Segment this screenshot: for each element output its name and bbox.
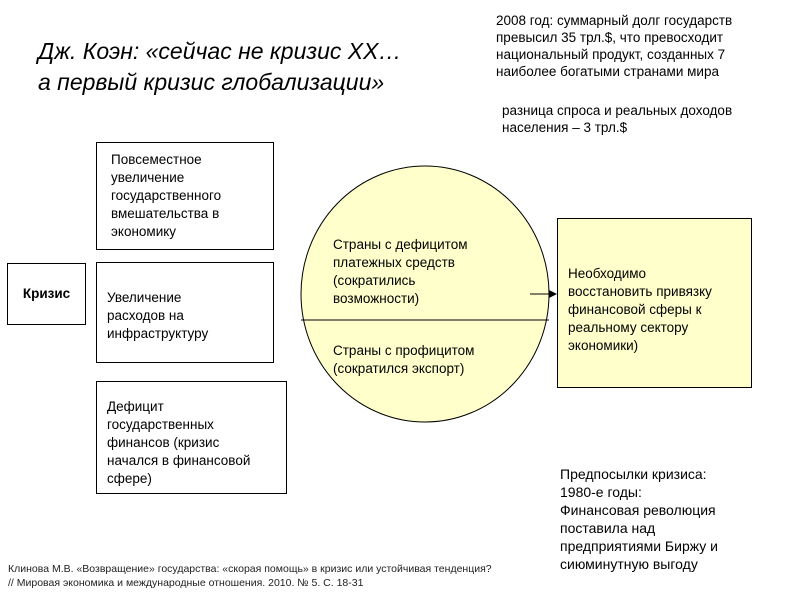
crisis-box xyxy=(7,263,86,325)
box-line: вмешательства в xyxy=(111,206,220,221)
box-line: государственного xyxy=(111,188,222,203)
footer-citation xyxy=(8,562,548,590)
circle-line: Страны с профицитом xyxy=(333,343,475,358)
prerequisites-line: предприятиями Биржу и xyxy=(560,538,718,554)
box-line: реальному сектору xyxy=(568,320,689,335)
box-line: государственных xyxy=(107,417,214,432)
prerequisites-line: поставила над xyxy=(560,520,656,536)
prerequisites-line: сиюминутную выгоду xyxy=(560,556,698,572)
circle-bottom-text xyxy=(333,342,533,378)
box-line: Дефицит xyxy=(107,399,164,414)
footer-line: Клинова М.В. «Возвращение» государства: «скорая помощь» в кризис или устойчивая тенденция? xyxy=(8,563,492,575)
debt-note-line: наиболее богатыми странами мира xyxy=(496,64,719,79)
prerequisites-line: 1980-е годы: xyxy=(560,484,642,500)
title-line-2: а первый кризис глобализации» xyxy=(38,69,385,95)
title-line-1: Дж. Коэн: «сейчас не кризис XX… xyxy=(38,38,402,64)
box-line: Необходимо xyxy=(568,266,647,281)
circle-line: (сократились xyxy=(333,273,416,288)
debt-note-line: национальный продукт, созданных 7 xyxy=(496,47,726,62)
box-line: сфере) xyxy=(107,471,152,486)
footer-line: // Мировая экономика и международные отношения. 2010. № 5. С. 18-31 xyxy=(8,577,364,589)
circle-line: платежных средств xyxy=(333,255,455,270)
circle-line: возможности) xyxy=(333,291,420,306)
box-line: Увеличение xyxy=(107,290,182,305)
box-line: экономики) xyxy=(568,338,639,353)
prerequisites-line: Предпосылки кризиса: xyxy=(560,466,707,482)
box-line: восстановить привязку xyxy=(568,284,712,299)
circle-line: Страны с дефицитом xyxy=(333,237,468,252)
crisis-label: Кризис xyxy=(22,286,71,301)
prerequisites-line: Финансовая революция xyxy=(560,502,716,518)
box-line: инфраструктуру xyxy=(107,326,209,341)
left-box-infrastructure xyxy=(96,262,274,363)
box-line: расходов на xyxy=(107,308,184,323)
box-line: финансовой сферы к xyxy=(568,302,702,317)
prerequisites-note xyxy=(560,465,790,573)
debt-note-line: превысил 35 трл.$, что превосходит xyxy=(496,30,724,45)
demand-note-line: населения – 3 трл.$ xyxy=(502,120,628,135)
left-box-deficit xyxy=(96,381,287,494)
circle-line: (сократился экспорт) xyxy=(333,361,465,376)
right-box-recommendation xyxy=(557,218,752,388)
left-box-intervention xyxy=(96,142,274,250)
debt-note-line: 2008 год: суммарный долг государств xyxy=(496,13,733,28)
circle-top-text xyxy=(333,236,533,308)
box-line: начался в финансовой xyxy=(107,453,251,468)
demand-note-line: разница спроса и реальных доходов xyxy=(502,103,733,118)
box-line: финансов (кризис xyxy=(107,435,220,450)
box-line: увеличение xyxy=(111,170,185,185)
box-line: экономику xyxy=(111,224,177,239)
box-line: Повсеместное xyxy=(111,152,202,167)
